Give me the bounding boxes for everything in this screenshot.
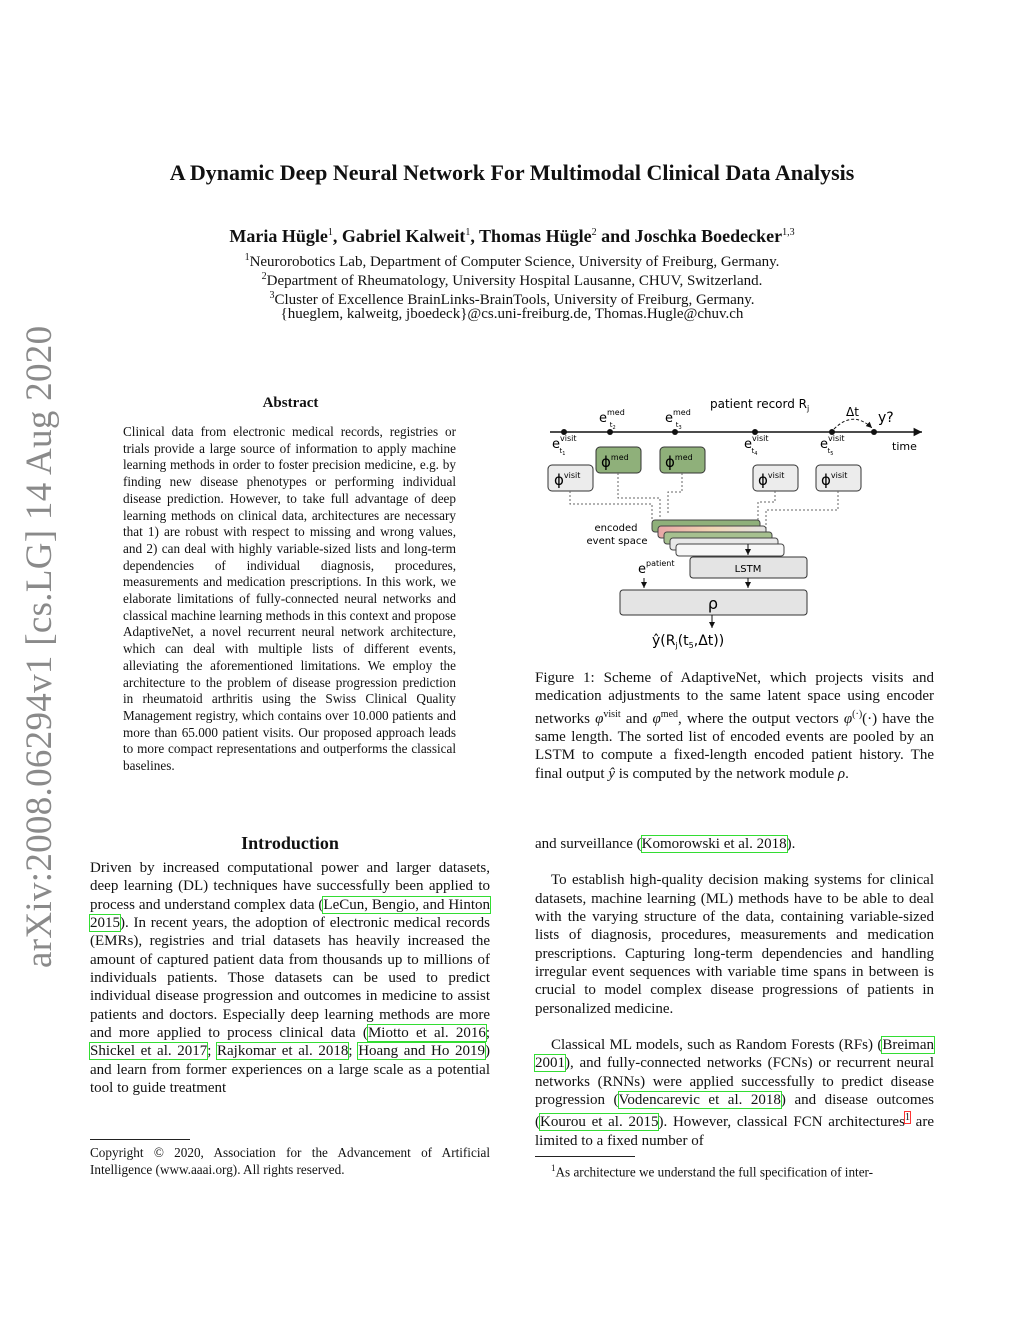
- author-name: Gabriel Kalweit: [341, 226, 466, 246]
- encoded-event-card: [676, 544, 784, 556]
- abstract-heading: Abstract: [262, 395, 319, 411]
- visit-event-label: $e^{visit}$ t4: [744, 434, 769, 457]
- text-run: ), and fully-connected networks (FCNs) or recurrent neural networks (RNNs) were applied successfully to predict disease progression (: [535, 1055, 934, 1109]
- affiliation-text: Department of Rheumatology, University Hospital Lausanne, CHUV, Switzerland.: [266, 273, 763, 289]
- med-encoder-label: $\phi^{med}$: [665, 453, 693, 471]
- math-sup: visit: [603, 708, 621, 720]
- affiliation-text: Cluster of Excellence BrainLinks-BrainTools, University of Freiburg, Germany.: [274, 292, 755, 308]
- affil-mark: 1: [327, 227, 333, 238]
- time-axis-label: time: [892, 440, 917, 453]
- author-name: Thomas Hügle: [479, 226, 592, 246]
- med-event-label: $e^{med}$ t3: [665, 408, 691, 431]
- introduction-paragraph: [90, 859, 490, 1097]
- paragraph: [535, 1036, 934, 1150]
- event-dot: [672, 429, 678, 435]
- rho-label: ρ: [707, 594, 719, 613]
- patient-embedding-label: $e^{patient}$: [638, 559, 675, 577]
- citation-link[interactable]: Kourou et al. 2015: [540, 1114, 659, 1131]
- text-run: ) and disease outcomes (: [535, 1092, 934, 1131]
- footnote-rule: [535, 1156, 635, 1157]
- text-run: Driven by increased computational power and larger datasets, deep learning (DL) techniques have successfully been applied to process and understand complex data (: [90, 860, 490, 913]
- text-run: ;: [485, 1025, 491, 1042]
- citation-link[interactable]: Miotto et al. 2016: [367, 1025, 486, 1042]
- text-run: ;: [348, 1043, 359, 1060]
- affil-mark: 1,3: [782, 227, 795, 238]
- affil-mark: 2: [261, 271, 267, 282]
- text-run: and: [620, 710, 653, 727]
- text-run: ). In recent years, the adoption of electronic medical records (EMRs), registries and trial datasets has heavily increased the amount of captured patient data from thousands up to millions of individuals patients. Those datasets can be used to predict individual disease progression and outcomes in medicine to assist patients and doctors. Especially deep learning methods are more and more applied to process clinical data (: [90, 915, 490, 1042]
- citation-link[interactable]: LeCun, Bengio, and Hinton 2015: [90, 896, 490, 932]
- math-sup: med: [660, 708, 679, 720]
- text-run: , where the output vectors: [678, 710, 844, 727]
- author-conjunction: and: [596, 226, 635, 246]
- output-label: $ŷ(R_j(t_5,\Delta t))$: [652, 633, 725, 650]
- encoded-space-label: encoded: [594, 523, 638, 534]
- math-symbol: φ: [595, 710, 604, 727]
- affil-mark: 1: [244, 252, 250, 263]
- text-run: .: [845, 765, 849, 782]
- visit-encoder-label: $\phi^{visit}$: [554, 471, 581, 489]
- math-symbol: ρ: [837, 765, 846, 782]
- text-run: are limited to a fixed number of: [535, 1114, 934, 1149]
- med-event-label: $e^{med}$ t2: [599, 408, 625, 431]
- author-name: Maria Hügle: [229, 226, 328, 246]
- citation-link[interactable]: Breiman 2001: [535, 1037, 934, 1072]
- patient-record-label: patient record $R_j$: [710, 397, 810, 413]
- arxiv-identifier: arXiv:2008.06294v1 [cs.LG] 14 Aug 2020: [19, 325, 60, 968]
- prediction-target: y?: [878, 410, 894, 426]
- footnote-text: As architecture we understand the full specification of inter-: [555, 1164, 874, 1180]
- math-sup: (·): [852, 708, 863, 720]
- text-run: (·) have the same length. The sorted list of encoded events are pooled by an LSTM to compute a fixed-length encoded patient history. The final output: [535, 710, 934, 782]
- introduction-heading: Introduction: [241, 833, 339, 853]
- citation-link[interactable]: Komorowski et al. 2018: [641, 836, 787, 852]
- email-addresses: {hueglem, kalweitg, jboedeck}@cs.uni-freiburg.de, Thomas.Hugle@chuv.ch: [280, 306, 744, 322]
- visit-event-label: $e^{visit}$ t5: [820, 434, 845, 457]
- text-run: is computed by the network module: [615, 765, 838, 782]
- event-dot: [871, 429, 877, 435]
- footnote-link[interactable]: 1: [904, 1112, 910, 1124]
- text-run: and surveillance (: [535, 836, 642, 852]
- affiliation-text: Neurorobotics Lab, Department of Computer Science, University of Freiburg, Germany.: [249, 254, 780, 270]
- delta-t-label: Δt: [846, 405, 859, 419]
- citation-link[interactable]: Vodencarevic et al. 2018: [618, 1092, 781, 1109]
- text-run: ;: [207, 1043, 218, 1060]
- encoded-space-label: event space: [586, 536, 648, 547]
- affil-mark: 2: [591, 227, 597, 238]
- paragraph: [535, 835, 934, 853]
- citation-link[interactable]: Shickel et al. 2017: [90, 1043, 208, 1060]
- text-run: ). However, classical FCN architectures: [658, 1114, 905, 1131]
- citation-link[interactable]: Rajkomar et al. 2018: [217, 1043, 349, 1060]
- citation-link[interactable]: Hoang and Ho 2019: [358, 1043, 485, 1060]
- delta-t-arc: [834, 419, 872, 429]
- paper-title: A Dynamic Deep Neural Network For Multimodal Clinical Data Analysis: [169, 160, 855, 185]
- figure-caption: [535, 669, 934, 783]
- visit-encoder-label: $\phi^{visit}$: [758, 471, 785, 489]
- footnote-mark: 1: [551, 1163, 556, 1173]
- footnote: [551, 1160, 934, 1180]
- text-run: ).: [786, 836, 796, 852]
- footnote-rule: [90, 1139, 190, 1140]
- visit-event-label: $e^{visit}$ t1: [552, 434, 577, 457]
- affil-mark: 3: [269, 290, 275, 301]
- abstract-text: Clinical data from electronic medical records, registries or trials provide a large source of information to apply machine learning methods in order to foster precision medicine, e.g. by finding new disease phenotypes or performing individual disease prediction. However, to take full advantage of deep learning methods on clinical data, architectures are necessary that 1) are robust with respect to missing and wrong values, and 2) can deal with highly variable-sized lists and long-term dependencies of individual diagnosis, procedures, measurements and medication prescriptions. In this work, we elaborate limitations of fully-connected neural networks and classical machine learning methods in this context and propose AdaptiveNet, a novel recurrent neural network architecture, which can deal with multiple lists of different events, alleviating the aforementioned limitations. We employ the architecture to the problem of disease progression prediction in rheumatoid arthritis using the Swiss Clinical Quality Management registry, which contains over 10.000 patients and more than 65.000 patient visits. Our proposed approach leads to more compact representations and outperforms the classical baselines.: [123, 424, 456, 774]
- lstm-label: LSTM: [734, 564, 762, 575]
- visit-encoder-label: $\phi^{visit}$: [821, 471, 848, 489]
- right-column-text: [535, 835, 934, 1150]
- adaptivenet-diagram: [540, 392, 940, 657]
- med-encoder-label: $\phi^{med}$: [601, 453, 629, 471]
- text-run: ) and learn from former experiences on a large scale as a potential tool to guide treatment: [90, 1043, 490, 1097]
- paragraph: To establish high-quality decision making systems for clinical datasets, machine learning (ML) methods have to be able to deal with the varying structure of the data, containing variable-sized lists of diagnosis, procedures, measurements and medication prescriptions. Capturing long-term dependencies and handling irregular event sequences with variable time spans in between is crucial to model complex disease progressions of patients in personalized medicine.: [535, 872, 934, 1017]
- text-run: Figure 1: Scheme of AdaptiveNet, which projects visits and medication adjustments to the same latent space using encoder networks: [535, 670, 934, 727]
- math-symbol: ŷ: [608, 765, 615, 782]
- copyright-notice: Copyright © 2020, Association for the Advancement of Artificial Intelligence (www.aaai.org). All rights reserved.: [90, 1145, 490, 1177]
- text-run: Classical ML models, such as Random Forests (RFs) (: [551, 1037, 883, 1054]
- affil-mark: 1: [465, 227, 471, 238]
- math-symbol: φ: [843, 710, 853, 727]
- math-symbol: φ: [652, 710, 661, 727]
- author-name: Joschka Boedecker: [634, 226, 783, 246]
- author-list: Maria Hügle$^1$, Gabriel Kalweit$^1$, Thomas Hügle$^2$ and Joschka Boedecker$^{1,3}$: [229, 226, 795, 246]
